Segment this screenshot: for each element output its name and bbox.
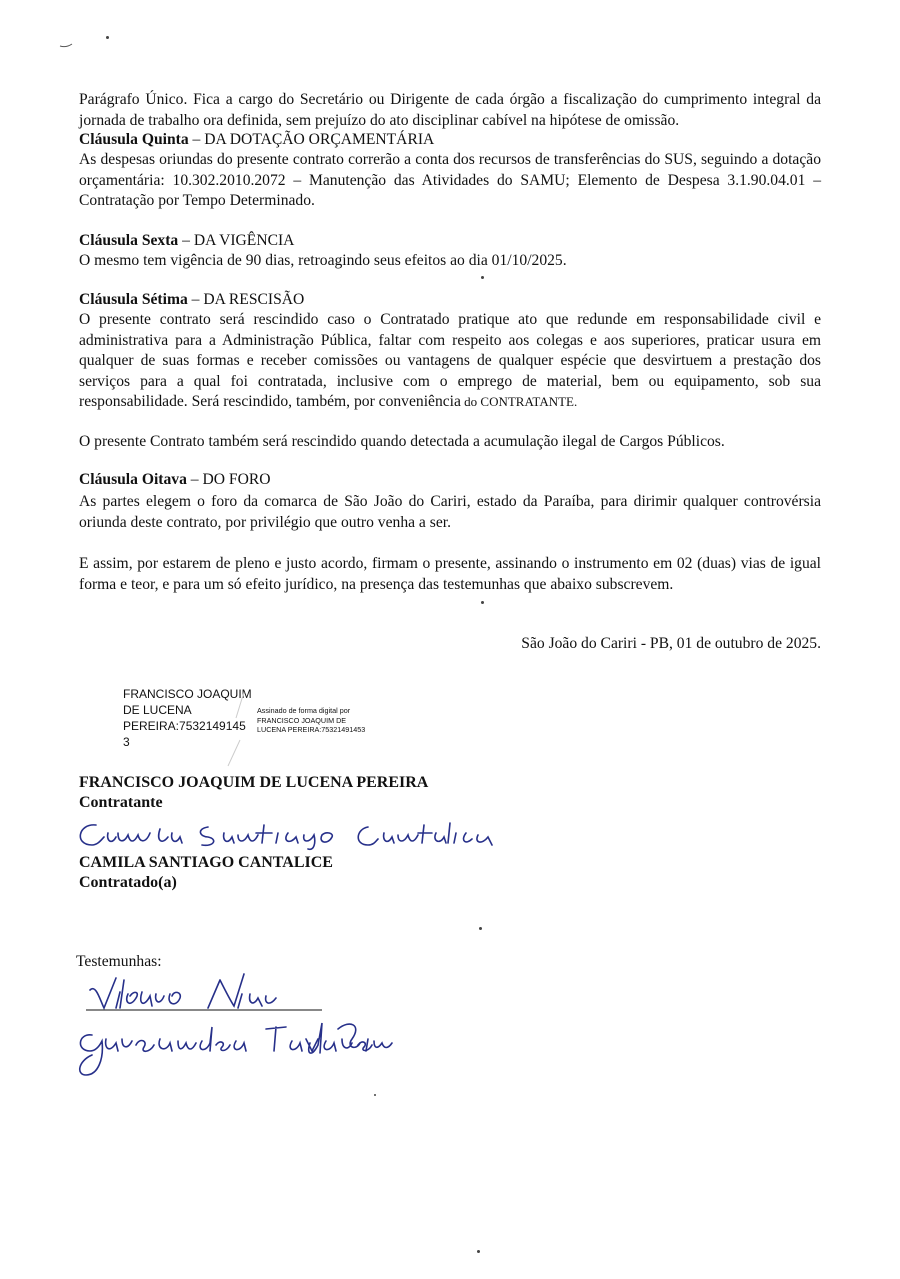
clausula-oitava-heading (79, 470, 821, 491)
contratado-handwritten-signature (68, 815, 508, 855)
closing-paragraph: E assim, por estarem de pleno e justo acordo, firmam o presente, assinando o instrumento em 02 (duas) vias de igual forma e teor, e para um só efeito jurídico, na presença das testemunhas que abaixo subscrevem. (79, 555, 821, 593)
digital-signature-line: DE LUCENA (123, 703, 192, 717)
contratante-role: Contratante (79, 794, 163, 811)
digital-signature-info-line: FRANCISCO JOAQUIM DE (257, 715, 347, 725)
clausula-quinta-text: As despesas oriundas do presente contrato correrão a conta dos recursos de transferências do SUS, seguindo a dotação orçamentária: 10.302.2010.2072 – Manutenção das Atividades do SAMU; Elemento de Despesa 3.1.90.04.01 – Contratação por Tempo Determinado. (79, 151, 821, 209)
digital-signature-stamp-mark (222, 690, 252, 770)
scan-mark (374, 1094, 376, 1096)
scan-mark (479, 927, 482, 930)
clausula-setima-text (79, 310, 821, 413)
clausula-sexta-title: Cláusula Sexta (79, 232, 179, 249)
clausula-oitava-title: Cláusula Oitava (79, 471, 187, 488)
scan-mark (106, 36, 109, 39)
clausula-quinta-subtitle: – DA DOTAÇÃO ORÇAMENTÁRIA (188, 131, 435, 148)
testemunhas-label: Testemunhas: (76, 953, 162, 970)
clausula-setima-subtitle: – DA RESCISÃO (187, 291, 305, 308)
clausula-quinta-title: Cláusula Quinta (79, 131, 189, 148)
paragrafo-unico: Parágrafo Único. Fica a cargo do Secretário ou Dirigente de cada órgão a fiscalização do cumprimento integral da jornada de trabalho ora definida, sem prejuízo do ato disciplinar cabível na hipótese de omissão. (79, 91, 821, 129)
contratado-role: Contratado(a) (79, 874, 177, 891)
clausula-setima-text2: O presente Contrato também será rescindido quando detectada a acumulação ilegal de Cargos Públicos. (79, 433, 725, 450)
clausula-setima-body-small: do CONTRATANTE. (460, 394, 578, 409)
clausula-quinta-heading (79, 130, 821, 151)
digital-signature-info-line: Assinado de forma digital por (257, 706, 351, 715)
contratado-name: CAMILA SANTIAGO CANTALICE (79, 854, 333, 871)
witness-1-signature (80, 970, 340, 1018)
clausula-oitava-text: As partes elegem o foro da comarca de São João do Cariri, estado da Paraíba, para dirimir qualquer controvérsia oriunda deste contrato, por privilégio que outro venha a ser. (79, 493, 821, 531)
digital-signature-info-line: LUCENA PEREIRA:75321491453 (257, 725, 366, 734)
place-date: São João do Cariri - PB, 01 de outubro de 2025. (521, 635, 821, 652)
witness-2-signature (70, 1015, 400, 1079)
digital-signature-line: 3 (123, 735, 130, 749)
clausula-sexta-text: O mesmo tem vigência de 90 dias, retroagindo seus efeitos ao dia 01/10/2025. (79, 252, 567, 269)
clausula-setima-title: Cláusula Sétima (79, 291, 188, 308)
scan-mark (481, 276, 484, 279)
clausula-setima-body: O presente contrato será rescindido caso o Contratado pratique ato que redunde em responsabilidade civil e administrativa para a Administração Pública, faltar com respeito aos colegas e aos superiores, praticar usura em qualquer de suas formas e receber comissões ou vantagens de qualquer espécie que desvirtuem a prestação dos serviços para a qual foi contratada, inclusive com o emprego de material, bem ou equipamento, sob sua responsabilidade. Será rescindido, também, por conveniência (79, 311, 821, 410)
digital-signature-line: FRANCISCO JOAQUIM (123, 687, 252, 701)
scan-scribble (58, 38, 88, 50)
clausula-setima-heading (79, 290, 821, 311)
contratante-name: FRANCISCO JOAQUIM DE LUCENA PEREIRA (79, 774, 429, 791)
clausula-oitava-subtitle: – DO FORO (186, 471, 271, 488)
digital-signature-info (257, 706, 365, 735)
digital-signature-line: PEREIRA:7532149145 (123, 719, 246, 733)
scan-mark (477, 1250, 480, 1253)
clausula-sexta-heading (79, 231, 821, 252)
clausula-sexta-subtitle: – DA VIGÊNCIA (178, 232, 295, 249)
scan-mark (481, 601, 484, 604)
